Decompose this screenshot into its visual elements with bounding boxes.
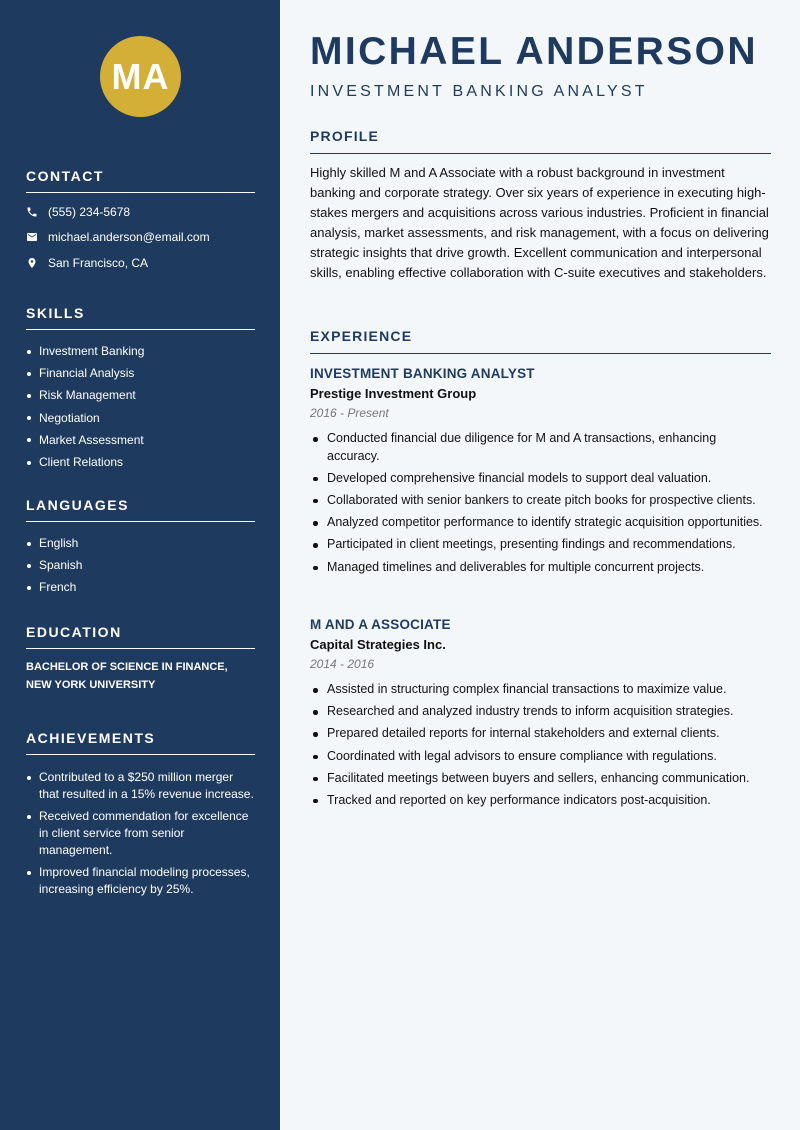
contact-heading: CONTACT: [26, 168, 255, 193]
skill-item: Investment Banking: [26, 340, 255, 362]
location-pin-icon: [26, 257, 38, 269]
sidebar: [0, 0, 280, 1130]
languages-heading: LANGUAGES: [26, 497, 255, 522]
contact-section: [26, 168, 255, 276]
achievement-item: Contributed to a $250 million merger that resulted in a 15% revenue increase.: [26, 769, 255, 803]
language-item: French: [26, 576, 255, 598]
candidate-title: INVESTMENT BANKING ANALYST: [310, 83, 648, 100]
achievements-heading: ACHIEVEMENTS: [26, 730, 255, 755]
contact-phone: [26, 199, 255, 225]
skills-list: [26, 340, 255, 473]
job-bullet: Conducted financial due diligence for M and A transactions, enhancing accuracy.: [310, 430, 771, 465]
job-bullet: Coordinated with legal advisors to ensure compliance with regulations.: [310, 748, 771, 766]
skill-item: Market Assessment: [26, 429, 255, 451]
phone-text: (555) 234-5678: [48, 204, 131, 219]
contact-location: [26, 250, 255, 276]
profile-heading: PROFILE: [310, 128, 771, 154]
skill-item: Financial Analysis: [26, 362, 255, 384]
candidate-name: MICHAEL ANDERSON: [310, 30, 758, 73]
avatar-initials: MA: [100, 36, 181, 117]
job-dates: 2016 - Present: [310, 406, 389, 420]
job-bullet: Managed timelines and deliverables for multiple concurrent projects.: [310, 559, 771, 577]
job-bullet: Analyzed competitor performance to identify strategic acquisition opportunities.: [310, 514, 771, 532]
achievement-item: Received commendation for excellence in client service from senior management.: [26, 808, 255, 859]
language-item: English: [26, 532, 255, 554]
job-bullet: Assisted in structuring complex financial transactions to maximize value.: [310, 681, 771, 699]
job-role: INVESTMENT BANKING ANALYST: [310, 366, 535, 381]
job-dates: 2014 - 2016: [310, 657, 375, 671]
skill-item: Client Relations: [26, 451, 255, 473]
experience-heading: EXPERIENCE: [310, 328, 771, 354]
phone-icon: [26, 206, 38, 218]
achievements-section: [26, 730, 255, 903]
job-company: Prestige Investment Group: [310, 386, 477, 401]
job-bullet: Developed comprehensive financial models to support deal valuation.: [310, 470, 771, 488]
languages-section: [26, 497, 255, 599]
job-company: Capital Strategies Inc.: [310, 637, 446, 652]
language-item: Spanish: [26, 554, 255, 576]
job-bullet: Collaborated with senior bankers to create pitch books for prospective clients.: [310, 492, 771, 510]
job-bullet: Prepared detailed reports for internal stakeholders and external clients.: [310, 725, 771, 743]
job-bullet: Facilitated meetings between buyers and sellers, enhancing communication.: [310, 770, 771, 788]
achievements-list: [26, 769, 255, 898]
skills-section: [26, 305, 255, 473]
skills-heading: SKILLS: [26, 305, 255, 330]
job-role: M AND A ASSOCIATE: [310, 617, 451, 632]
experience-entry: [310, 366, 771, 581]
job-bullet: Participated in client meetings, presenting findings and recommendations.: [310, 536, 771, 554]
achievement-item: Improved financial modeling processes, increasing efficiency by 25%.: [26, 864, 255, 898]
education-heading: EDUCATION: [26, 624, 255, 649]
job-bullets: [310, 430, 771, 576]
job-bullet: Researched and analyzed industry trends to inform acquisition strategies.: [310, 703, 771, 721]
email-text[interactable]: michael.anderson@email.com: [48, 230, 210, 245]
experience-entry: [310, 617, 771, 814]
languages-list: [26, 532, 255, 599]
email-icon: [26, 231, 38, 243]
job-bullets: [310, 681, 771, 810]
contact-email: [26, 225, 255, 251]
education-degree: BACHELOR OF SCIENCE IN FINANCE, NEW YORK UNIVERSITY: [26, 661, 228, 691]
skill-item: Risk Management: [26, 384, 255, 406]
job-bullet: Tracked and reported on key performance indicators post-acquisition.: [310, 792, 771, 810]
skill-item: Negotiation: [26, 407, 255, 429]
education-section: [26, 624, 255, 694]
location-text: San Francisco, CA: [48, 255, 149, 270]
profile-summary: Highly skilled M and A Associate with a robust background in investment banking and corporate strategy. Over six years of experience in executing high-stakes mergers and acquisitions across various industries. Proficient in financial analysis, market assessments, and risk management, with a focus on delivering strategic insights that drive growth. Excellent communication and interpersonal skills, enabling effective collaboration with C-suite executives and stakeholders.: [310, 165, 769, 281]
